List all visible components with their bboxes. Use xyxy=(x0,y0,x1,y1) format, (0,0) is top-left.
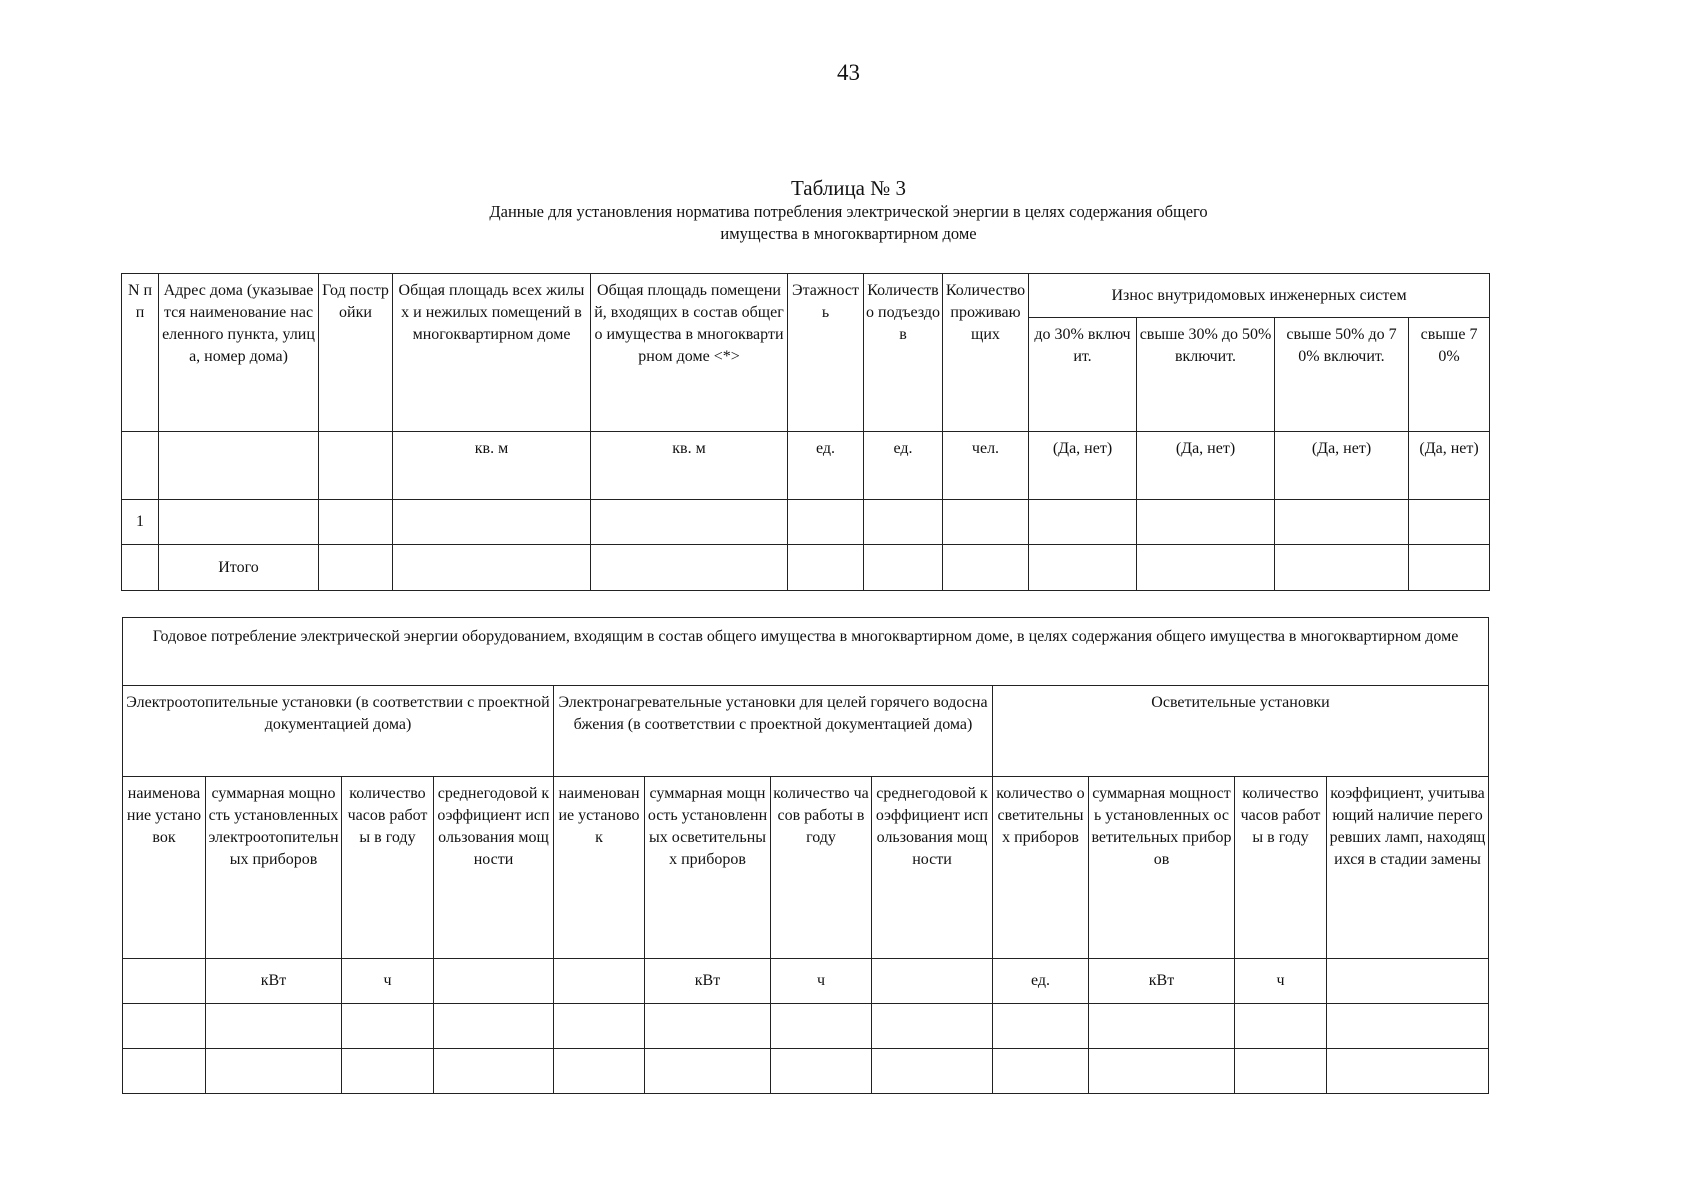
table-cell xyxy=(872,1049,993,1094)
unit-cell: ед. xyxy=(864,432,943,500)
table-cell xyxy=(123,1004,206,1049)
header-electric-heating: Электроотопительные установки (в соответствии с проектной документацией дома) xyxy=(123,686,554,777)
table-cell xyxy=(342,1004,434,1049)
table-cell xyxy=(1029,500,1137,545)
table-cell xyxy=(434,1049,554,1094)
column-header: наименование установок xyxy=(554,777,645,959)
column-header: суммарная мощность установленных осветительных приборов xyxy=(1089,777,1235,959)
unit-cell xyxy=(434,959,554,1004)
table-cell xyxy=(122,545,159,591)
unit-cell: кВт xyxy=(206,959,342,1004)
column-header: количество осветительных приборов xyxy=(993,777,1089,959)
table-cell xyxy=(645,1049,771,1094)
unit-cell: кв. м xyxy=(393,432,591,500)
table-cell xyxy=(123,1049,206,1094)
header-entrances: Количество подъездов xyxy=(864,274,943,432)
table-cell xyxy=(1235,1004,1327,1049)
table-cell xyxy=(993,1049,1089,1094)
table-cell xyxy=(1275,500,1409,545)
table-cell xyxy=(788,545,864,591)
table2-units-row xyxy=(123,959,1489,1004)
unit-cell: (Да, нет) xyxy=(1275,432,1409,500)
unit-cell xyxy=(872,959,993,1004)
table-cell xyxy=(1029,545,1137,591)
table-cell xyxy=(1137,500,1275,545)
table-cell xyxy=(1089,1004,1235,1049)
table-cell xyxy=(591,545,788,591)
header-num: N пп xyxy=(122,274,159,432)
column-header: количество часов работы в году xyxy=(771,777,872,959)
unit-cell: кВт xyxy=(645,959,771,1004)
table2-data-row xyxy=(123,1049,1489,1094)
unit-cell xyxy=(123,959,206,1004)
house-data-table xyxy=(121,273,1490,591)
header-total-area: Общая площадь всех жилых и нежилых помещений в многоквартирном доме xyxy=(393,274,591,432)
table2-column-header-row xyxy=(123,777,1489,959)
table-cell xyxy=(1089,1049,1235,1094)
table2-group-header-row xyxy=(123,686,1489,777)
table-cell xyxy=(1137,545,1275,591)
header-wear-70: свыше 70% xyxy=(1409,318,1490,432)
table-cell xyxy=(1275,545,1409,591)
header-floors: Этажность xyxy=(788,274,864,432)
table-title: Таблица № 3 xyxy=(790,176,907,200)
unit-cell: (Да, нет) xyxy=(1137,432,1275,500)
unit-cell xyxy=(554,959,645,1004)
title-block xyxy=(0,175,1697,245)
table-cell xyxy=(771,1004,872,1049)
table-cell xyxy=(943,500,1029,545)
header-water-heating: Электронагревательные установки для целей горячего водоснабжения (в соответствии с проектной документацией дома) xyxy=(554,686,993,777)
table-cell xyxy=(1235,1049,1327,1094)
row-number: 1 xyxy=(122,500,159,545)
table-subtitle: Данные для установления норматива потребления электрической энергии в целях содержания общего имущества в многоквартирном доме xyxy=(489,202,1208,243)
column-header: среднегодовой коэффициент использования мощности xyxy=(872,777,993,959)
table-cell xyxy=(771,1049,872,1094)
column-header: среднегодовой коэффициент использования мощности xyxy=(434,777,554,959)
column-header: количество часов работы в году xyxy=(342,777,434,959)
table-cell xyxy=(864,500,943,545)
header-residents: Количество проживающих xyxy=(943,274,1029,432)
header-address: Адрес дома (указывается наименование населенного пункта, улица, номер дома) xyxy=(159,274,319,432)
unit-cell xyxy=(159,432,319,500)
table-cell xyxy=(342,1049,434,1094)
table-cell xyxy=(206,1049,342,1094)
column-header: суммарная мощность установленных осветительных приборов xyxy=(645,777,771,959)
unit-cell: ч xyxy=(1235,959,1327,1004)
column-header: коэффициент, учитывающий наличие перегоревших ламп, находящихся в стадии замены xyxy=(1327,777,1489,959)
table-cell xyxy=(159,500,319,545)
annual-consumption-table xyxy=(122,617,1489,1094)
header-common-area: Общая площадь помещений, входящих в состав общего имущества в многоквартирном доме <*> xyxy=(591,274,788,432)
header-lighting: Осветительные установки xyxy=(993,686,1489,777)
table-cell xyxy=(1327,1004,1489,1049)
unit-cell: чел. xyxy=(943,432,1029,500)
table-cell xyxy=(1409,500,1490,545)
unit-cell xyxy=(1327,959,1489,1004)
table-cell xyxy=(788,500,864,545)
column-header: наименование установок xyxy=(123,777,206,959)
unit-cell xyxy=(319,432,393,500)
unit-cell: кВт xyxy=(1089,959,1235,1004)
table-cell xyxy=(554,1049,645,1094)
table-cell xyxy=(554,1004,645,1049)
unit-cell: (Да, нет) xyxy=(1409,432,1490,500)
header-wear-50-70: свыше 50% до 70% включит. xyxy=(1275,318,1409,432)
table-cell xyxy=(434,1004,554,1049)
table2-data-row xyxy=(123,1004,1489,1049)
table-cell xyxy=(393,500,591,545)
table-cell xyxy=(393,545,591,591)
table-cell xyxy=(864,545,943,591)
column-header: количество часов работы в году xyxy=(1235,777,1327,959)
table1-data-row xyxy=(122,500,1490,545)
header-wear: Износ внутридомовых инженерных систем xyxy=(1029,274,1490,318)
header-wear-30-50: свыше 30% до 50% включит. xyxy=(1137,318,1275,432)
table-cell xyxy=(645,1004,771,1049)
table-cell xyxy=(943,545,1029,591)
header-annual-consumption: Годовое потребление электрической энергии оборудованием, входящим в состав общего имущества в многоквартирном доме, в целях содержания общего имущества в многоквартирном доме xyxy=(123,618,1489,686)
table-cell xyxy=(1409,545,1490,591)
table-cell xyxy=(1327,1049,1489,1094)
unit-cell: ч xyxy=(342,959,434,1004)
table1-units-row xyxy=(122,432,1490,500)
unit-cell: ч xyxy=(771,959,872,1004)
table2-main-header-row xyxy=(123,618,1489,686)
unit-cell xyxy=(122,432,159,500)
table-cell xyxy=(319,500,393,545)
total-label: Итого xyxy=(159,545,319,591)
header-year: Год постройки xyxy=(319,274,393,432)
table-cell xyxy=(591,500,788,545)
table-cell xyxy=(993,1004,1089,1049)
table-cell xyxy=(206,1004,342,1049)
table1-total-row xyxy=(122,545,1490,591)
table1-header-row xyxy=(122,274,1490,318)
column-header: суммарная мощность установленных электроотопительных приборов xyxy=(206,777,342,959)
unit-cell: (Да, нет) xyxy=(1029,432,1137,500)
page-number: 43 xyxy=(837,60,860,85)
table-cell xyxy=(872,1004,993,1049)
table-cell xyxy=(319,545,393,591)
header-wear-30: до 30% включит. xyxy=(1029,318,1137,432)
unit-cell: кв. м xyxy=(591,432,788,500)
unit-cell: ед. xyxy=(993,959,1089,1004)
unit-cell: ед. xyxy=(788,432,864,500)
